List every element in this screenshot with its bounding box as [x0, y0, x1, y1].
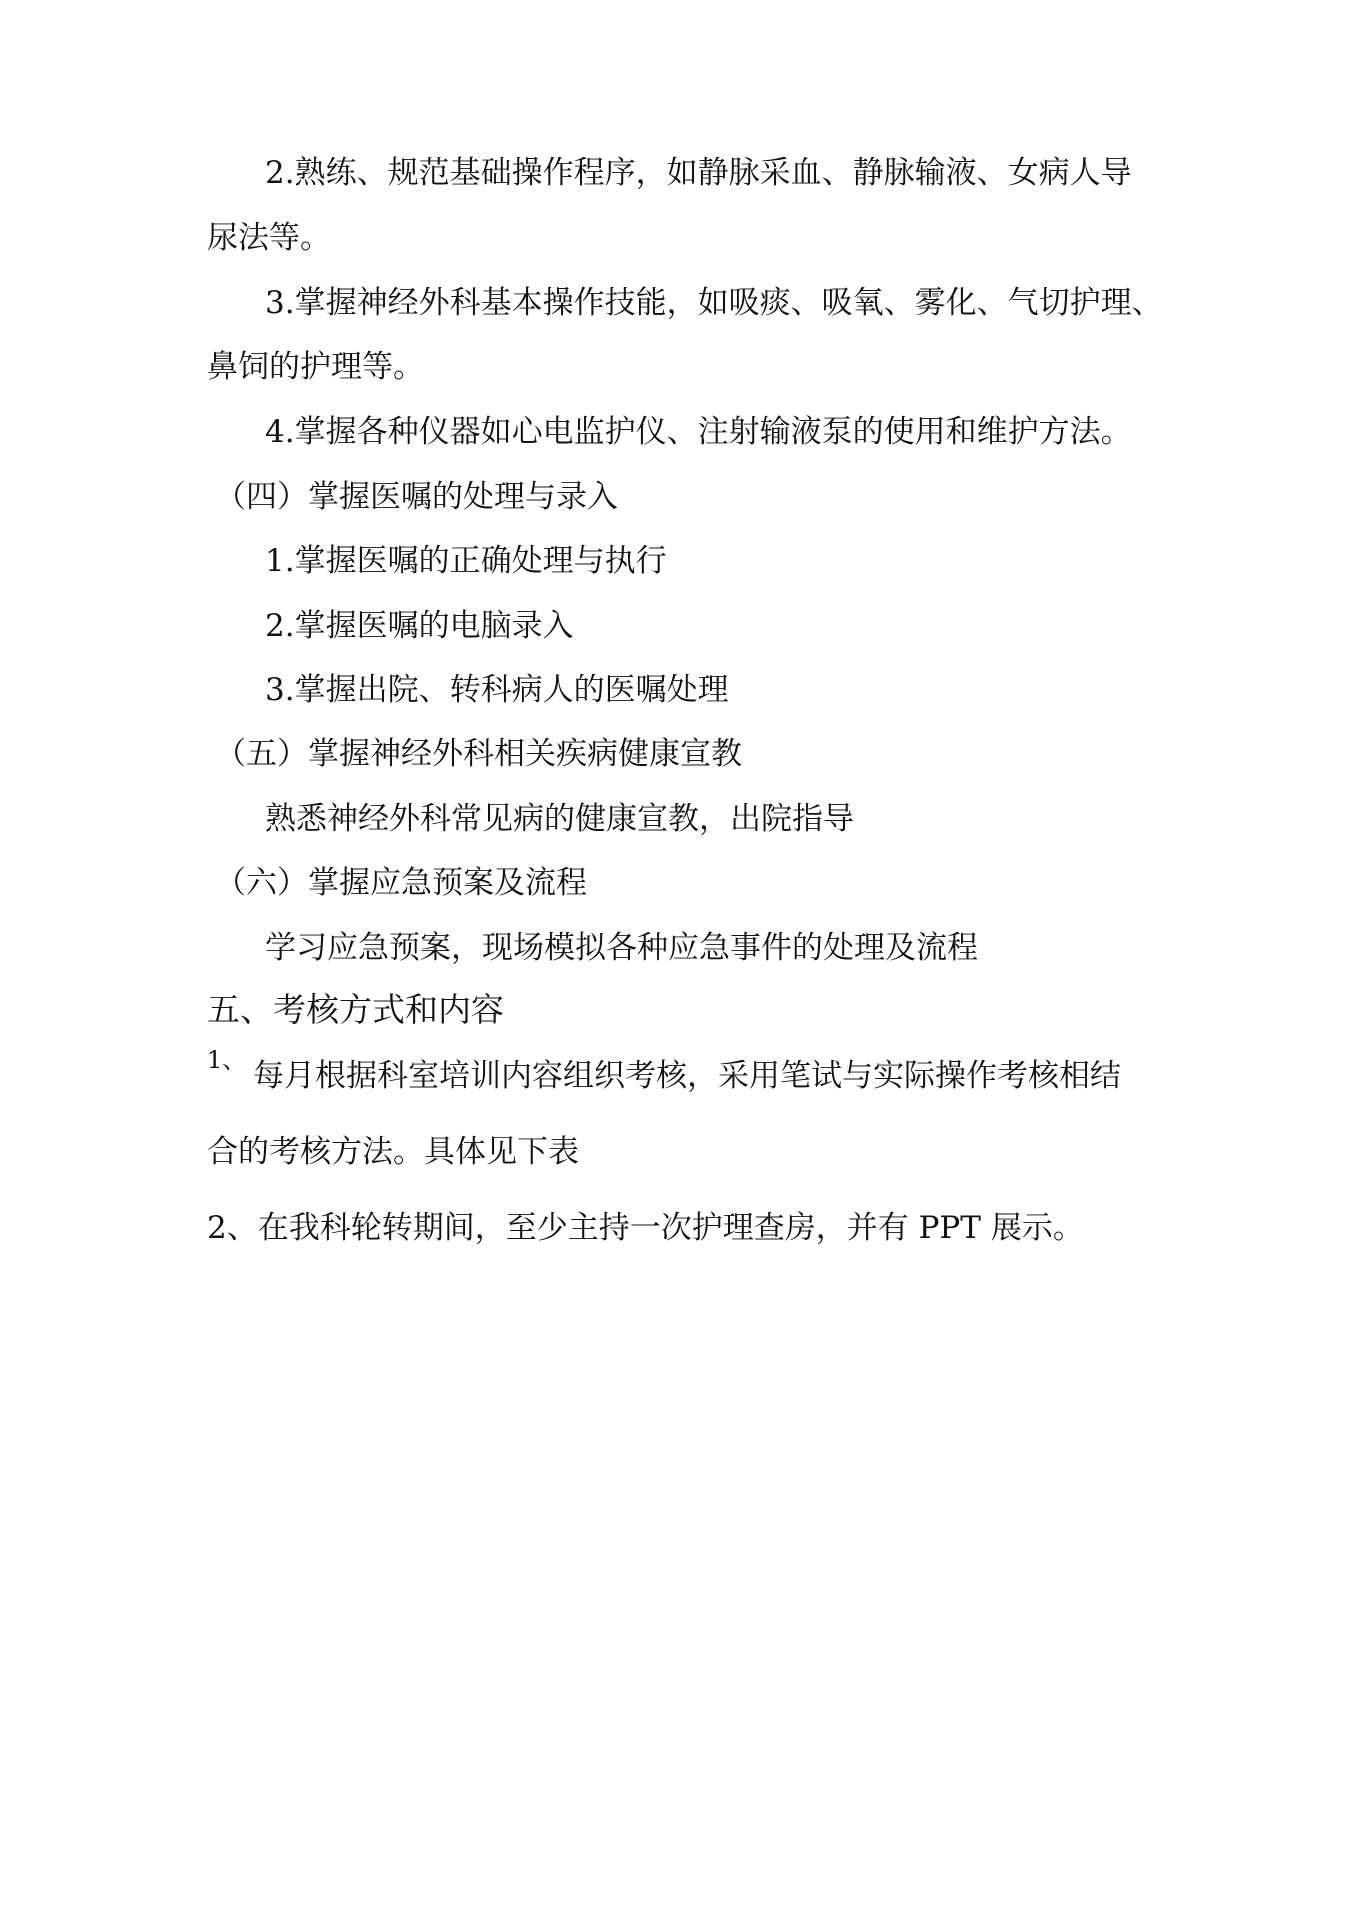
text-line-emergency-plans: 学习应急预案，现场模拟各种应急事件的处理及流程: [265, 930, 978, 966]
assessment-item-1-text: 每月根据科室培训内容组织考核，采用笔试与实际操作考核相结: [253, 1058, 1121, 1094]
text-line-basic-skills-cont: 鼻饲的护理等。: [207, 349, 424, 385]
subheading-health-education: （五）掌握神经外科相关疾病健康宣教: [215, 736, 742, 772]
section-heading-assessment: 五、考核方式和内容: [207, 990, 504, 1029]
text-line-discharge-orders: 3.掌握出院、转科病人的医嘱处理: [265, 672, 729, 708]
text-line-instruments: 4.掌握各种仪器如心电监护仪、注射输液泵的使用和维护方法。: [265, 414, 1132, 450]
text-line-health-education: 熟悉神经外科常见病的健康宣教，出院指导: [265, 801, 854, 837]
text-line-basic-skills: 3.掌握神经外科基本操作技能，如吸痰、吸氧、雾化、气切护理、: [265, 285, 1163, 321]
assessment-item-2-text: 2、在我科轮转期间，至少主持一次护理查房，并有 PPT 展示。: [207, 1210, 1084, 1246]
assessment-item-1-text-cont: 合的考核方法。具体见下表: [207, 1134, 579, 1170]
text-line-order-entry: 2.掌握医嘱的电脑录入: [265, 608, 574, 644]
text-line-order-execution: 1.掌握医嘱的正确处理与执行: [265, 543, 667, 579]
text-line-operation-procedures: 2.熟练、规范基础操作程序，如静脉采血、静脉输液、女病人导: [265, 155, 1132, 191]
text-line-operation-procedures-cont: 尿法等。: [207, 220, 331, 256]
assessment-item-1-number: 1、: [207, 1046, 247, 1074]
subheading-medical-orders: （四）掌握医嘱的处理与录入: [215, 479, 618, 515]
subheading-emergency-plans: （六）掌握应急预案及流程: [215, 865, 587, 901]
